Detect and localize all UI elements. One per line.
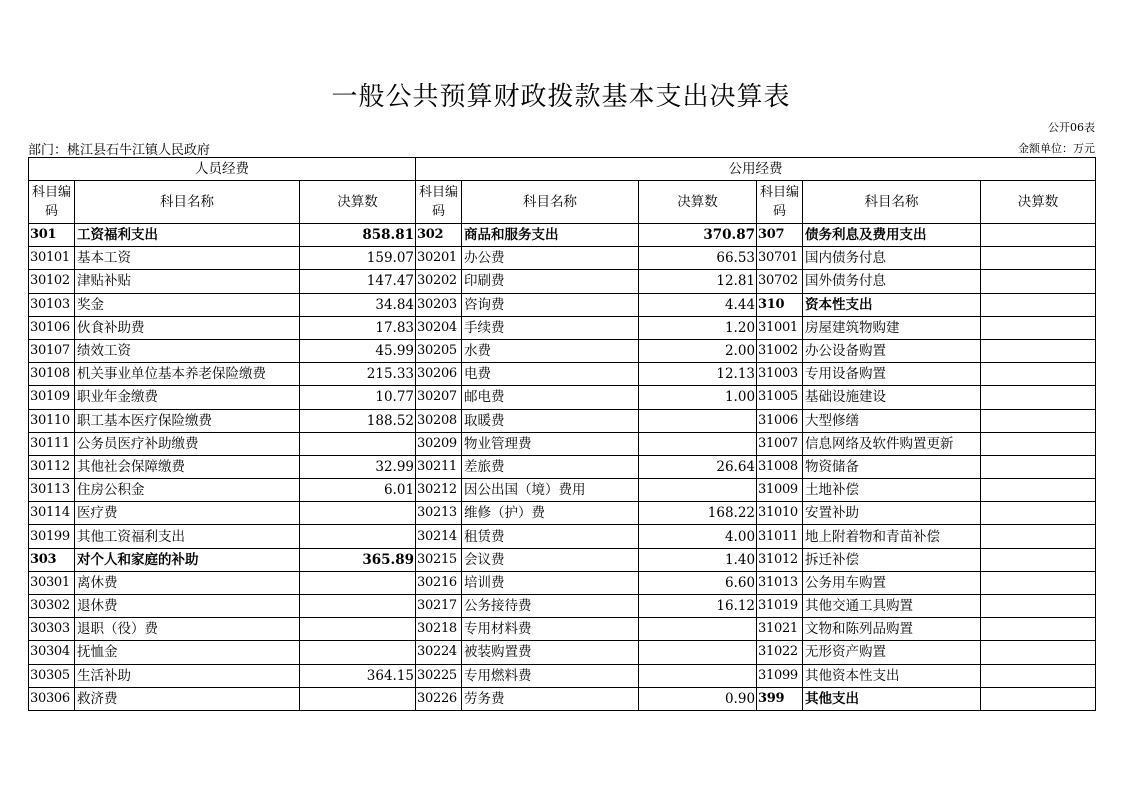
subject-name-cell: 资本性支出: [803, 293, 981, 316]
subject-name-cell: 手续费: [462, 316, 639, 339]
subject-code-cell: 31010: [757, 502, 803, 525]
subject-name-cell: 印刷费: [462, 270, 639, 293]
subject-name-cell: 房屋建筑物购建: [803, 316, 981, 339]
subject-code-cell: 399: [757, 687, 803, 710]
subject-code-cell: 30303: [29, 618, 75, 641]
subject-name-cell: 会议费: [462, 548, 639, 571]
subject-name-cell: 对个人和家庭的补助: [75, 548, 300, 571]
subject-name-cell: 因公出国（境）费用: [462, 479, 639, 502]
table-row: [29, 386, 1096, 409]
amount-cell: 16.12: [639, 595, 757, 618]
col-header-name: 科目名称: [462, 181, 639, 224]
subject-name-cell: 公务员医疗补助缴费: [75, 432, 300, 455]
table-row: [29, 479, 1096, 502]
table-row: [29, 548, 1096, 571]
subject-code-cell: 30109: [29, 386, 75, 409]
table-row: [29, 502, 1096, 525]
subject-code-cell: 30199: [29, 525, 75, 548]
subject-code-cell: 30218: [416, 618, 462, 641]
amount-cell: [300, 618, 416, 641]
amount-cell: [981, 525, 1096, 548]
table-row: [29, 641, 1096, 664]
subject-code-cell: 30306: [29, 687, 75, 710]
subject-code-cell: 31002: [757, 339, 803, 362]
subject-name-cell: 物业管理费: [462, 432, 639, 455]
page-title: 一般公共预算财政拨款基本支出决算表: [331, 82, 791, 112]
subject-code-cell: 31008: [757, 455, 803, 478]
subject-name-cell: 咨询费: [462, 293, 639, 316]
subject-code-cell: 30305: [29, 664, 75, 687]
subject-code-cell: 30201: [416, 247, 462, 270]
col-header-name: 科目名称: [75, 181, 300, 224]
amount-cell: [300, 432, 416, 455]
subject-name-cell: 办公费: [462, 247, 639, 270]
subject-code-cell: 30208: [416, 409, 462, 432]
amount-cell: [981, 224, 1096, 247]
amount-cell: 0.90: [639, 687, 757, 710]
amount-cell: [981, 571, 1096, 594]
subject-name-cell: 职工基本医疗保险缴费: [75, 409, 300, 432]
subject-name-cell: 生活补助: [75, 664, 300, 687]
subject-name-cell: 国内债务付息: [803, 247, 981, 270]
subject-name-cell: 无形资产购置: [803, 641, 981, 664]
subject-name-cell: 退职（役）费: [75, 618, 300, 641]
table-row: [29, 409, 1096, 432]
subject-code-cell: 30702: [757, 270, 803, 293]
col-header-code: 科目编码: [29, 181, 75, 224]
amount-cell: 188.52: [300, 409, 416, 432]
subject-name-cell: 离休费: [75, 571, 300, 594]
amount-cell: 370.87: [639, 224, 757, 247]
subject-name-cell: 被装购置费: [462, 641, 639, 664]
amount-cell: 26.64: [639, 455, 757, 478]
amount-cell: [981, 687, 1096, 710]
subject-name-cell: 债务利息及费用支出: [803, 224, 981, 247]
table-row: [29, 595, 1096, 618]
group-header-public: 公用经费: [416, 158, 1096, 181]
table-row: [29, 432, 1096, 455]
amount-cell: [639, 409, 757, 432]
expenditure-table: [28, 157, 1096, 711]
table-row: [29, 525, 1096, 548]
subject-code-cell: 31022: [757, 641, 803, 664]
table-row: [29, 363, 1096, 386]
subject-name-cell: 取暖费: [462, 409, 639, 432]
subject-name-cell: 培训费: [462, 571, 639, 594]
subject-code-cell: 30224: [416, 641, 462, 664]
amount-cell: [981, 432, 1096, 455]
subject-name-cell: 抚恤金: [75, 641, 300, 664]
subject-code-cell: 30110: [29, 409, 75, 432]
amount-cell: 215.33: [300, 363, 416, 386]
amount-cell: [981, 316, 1096, 339]
subject-name-cell: 其他社会保障缴费: [75, 455, 300, 478]
subject-code-cell: 30203: [416, 293, 462, 316]
table-row: [29, 687, 1096, 710]
subject-name-cell: 大型修缮: [803, 409, 981, 432]
amount-cell: [639, 479, 757, 502]
subject-code-cell: 31021: [757, 618, 803, 641]
amount-cell: 45.99: [300, 339, 416, 362]
amount-cell: [981, 455, 1096, 478]
amount-cell: [300, 571, 416, 594]
subject-name-cell: 公务接待费: [462, 595, 639, 618]
amount-cell: 147.47: [300, 270, 416, 293]
amount-cell: [981, 409, 1096, 432]
subject-code-cell: 31006: [757, 409, 803, 432]
subject-code-cell: 302: [416, 224, 462, 247]
subject-code-cell: 31007: [757, 432, 803, 455]
amount-cell: [981, 618, 1096, 641]
amount-cell: 6.01: [300, 479, 416, 502]
amount-cell: [981, 548, 1096, 571]
col-header-amount: 决算数: [300, 181, 416, 224]
amount-cell: [300, 525, 416, 548]
subject-name-cell: 专用燃料费: [462, 664, 639, 687]
subject-name-cell: 土地补偿: [803, 479, 981, 502]
subject-name-cell: 安置补助: [803, 502, 981, 525]
subject-name-cell: 拆迁补偿: [803, 548, 981, 571]
amount-cell: 10.77: [300, 386, 416, 409]
subject-name-cell: 其他资本性支出: [803, 664, 981, 687]
amount-cell: [981, 595, 1096, 618]
subject-name-cell: 维修（护）费: [462, 502, 639, 525]
subject-code-cell: 30106: [29, 316, 75, 339]
amount-cell: 1.20: [639, 316, 757, 339]
subject-code-cell: 31009: [757, 479, 803, 502]
table-row: [29, 224, 1096, 247]
amount-cell: 4.00: [639, 525, 757, 548]
subject-code-cell: 30214: [416, 525, 462, 548]
table-row: [29, 270, 1096, 293]
subject-code-cell: 30204: [416, 316, 462, 339]
subject-name-cell: 工资福利支出: [75, 224, 300, 247]
subject-code-cell: 30101: [29, 247, 75, 270]
subject-code-cell: 301: [29, 224, 75, 247]
table-row: [29, 664, 1096, 687]
subject-code-cell: 30205: [416, 339, 462, 362]
col-header-code: 科目编码: [757, 181, 803, 224]
table-row: [29, 618, 1096, 641]
subject-code-cell: 30113: [29, 479, 75, 502]
amount-cell: [639, 664, 757, 687]
amount-cell: 365.89: [300, 548, 416, 571]
subject-code-cell: 30102: [29, 270, 75, 293]
subject-code-cell: 30225: [416, 664, 462, 687]
subject-code-cell: 30216: [416, 571, 462, 594]
table-row: [29, 316, 1096, 339]
subject-code-cell: 30301: [29, 571, 75, 594]
subject-code-cell: 310: [757, 293, 803, 316]
amount-cell: [300, 595, 416, 618]
subject-name-cell: 办公设备购置: [803, 339, 981, 362]
amount-cell: 1.00: [639, 386, 757, 409]
amount-cell: 2.00: [639, 339, 757, 362]
subject-name-cell: 救济费: [75, 687, 300, 710]
subject-code-cell: 30112: [29, 455, 75, 478]
table-row: [29, 293, 1096, 316]
subject-name-cell: 职业年金缴费: [75, 386, 300, 409]
subject-code-cell: 30206: [416, 363, 462, 386]
amount-cell: [300, 687, 416, 710]
table-row: [29, 247, 1096, 270]
col-header-name: 科目名称: [803, 181, 981, 224]
subject-name-cell: 国外债务付息: [803, 270, 981, 293]
amount-cell: [300, 641, 416, 664]
subject-code-cell: 31011: [757, 525, 803, 548]
form-number: 公开06表: [1048, 121, 1095, 134]
subject-code-cell: 31099: [757, 664, 803, 687]
subject-name-cell: 文物和陈列品购置: [803, 618, 981, 641]
subject-name-cell: 医疗费: [75, 502, 300, 525]
subject-name-cell: 奖金: [75, 293, 300, 316]
table-row: [29, 571, 1096, 594]
amount-cell: [981, 386, 1096, 409]
amount-unit-label: 金额单位：万元: [1018, 142, 1095, 155]
amount-cell: 168.22: [639, 502, 757, 525]
amount-cell: [981, 502, 1096, 525]
subject-code-cell: 30701: [757, 247, 803, 270]
subject-name-cell: 差旅费: [462, 455, 639, 478]
subject-code-cell: 30226: [416, 687, 462, 710]
amount-cell: [981, 641, 1096, 664]
subject-code-cell: 30108: [29, 363, 75, 386]
subject-name-cell: 住房公积金: [75, 479, 300, 502]
amount-cell: [981, 664, 1096, 687]
subject-name-cell: 其他支出: [803, 687, 981, 710]
subject-code-cell: 30217: [416, 595, 462, 618]
subject-code-cell: 31019: [757, 595, 803, 618]
subject-code-cell: 30302: [29, 595, 75, 618]
subject-name-cell: 地上附着物和青苗补偿: [803, 525, 981, 548]
subject-name-cell: 邮电费: [462, 386, 639, 409]
subject-code-cell: 30107: [29, 339, 75, 362]
col-header-code: 科目编码: [416, 181, 462, 224]
table-row: [29, 339, 1096, 362]
subject-code-cell: 30103: [29, 293, 75, 316]
amount-cell: [981, 363, 1096, 386]
amount-cell: 159.07: [300, 247, 416, 270]
amount-cell: [639, 618, 757, 641]
subject-name-cell: 基础设施建设: [803, 386, 981, 409]
subject-name-cell: 津贴补贴: [75, 270, 300, 293]
subject-name-cell: 伙食补助费: [75, 316, 300, 339]
subject-code-cell: 30114: [29, 502, 75, 525]
amount-cell: 66.53: [639, 247, 757, 270]
subject-name-cell: 其他交通工具购置: [803, 595, 981, 618]
amount-cell: 364.15: [300, 664, 416, 687]
subject-name-cell: 电费: [462, 363, 639, 386]
subject-name-cell: 专用设备购置: [803, 363, 981, 386]
subject-name-cell: 基本工资: [75, 247, 300, 270]
amount-cell: 6.60: [639, 571, 757, 594]
subject-code-cell: 30207: [416, 386, 462, 409]
subject-name-cell: 租赁费: [462, 525, 639, 548]
amount-cell: 4.44: [639, 293, 757, 316]
amount-cell: [639, 641, 757, 664]
subject-name-cell: 信息网络及软件购置更新: [803, 432, 981, 455]
subject-name-cell: 公务用车购置: [803, 571, 981, 594]
subject-code-cell: 30215: [416, 548, 462, 571]
subject-name-cell: 商品和服务支出: [462, 224, 639, 247]
subject-name-cell: 专用材料费: [462, 618, 639, 641]
col-header-amount: 决算数: [981, 181, 1096, 224]
amount-cell: [981, 339, 1096, 362]
subject-name-cell: 物资储备: [803, 455, 981, 478]
table-row: [29, 455, 1096, 478]
amount-cell: [639, 432, 757, 455]
subject-code-cell: 30202: [416, 270, 462, 293]
amount-cell: 34.84: [300, 293, 416, 316]
subject-code-cell: 31013: [757, 571, 803, 594]
subject-name-cell: 其他工资福利支出: [75, 525, 300, 548]
amount-cell: 858.81: [300, 224, 416, 247]
subject-name-cell: 机关事业单位基本养老保险缴费: [75, 363, 300, 386]
subject-code-cell: 31012: [757, 548, 803, 571]
col-header-amount: 决算数: [639, 181, 757, 224]
amount-cell: 12.81: [639, 270, 757, 293]
subject-code-cell: 31005: [757, 386, 803, 409]
amount-cell: [300, 502, 416, 525]
amount-cell: 12.13: [639, 363, 757, 386]
amount-cell: 17.83: [300, 316, 416, 339]
subject-code-cell: 30211: [416, 455, 462, 478]
subject-code-cell: 30209: [416, 432, 462, 455]
subject-code-cell: 30304: [29, 641, 75, 664]
amount-cell: [981, 247, 1096, 270]
subject-code-cell: 307: [757, 224, 803, 247]
subject-code-cell: 31001: [757, 316, 803, 339]
subject-name-cell: 水费: [462, 339, 639, 362]
amount-cell: [981, 479, 1096, 502]
amount-cell: [981, 293, 1096, 316]
amount-cell: 32.99: [300, 455, 416, 478]
subject-name-cell: 退休费: [75, 595, 300, 618]
department-label: 部门：桃江县石牛江镇人民政府: [28, 143, 211, 158]
group-header-personnel: 人员经费: [29, 158, 416, 181]
subject-code-cell: 30213: [416, 502, 462, 525]
subject-name-cell: 绩效工资: [75, 339, 300, 362]
amount-cell: [981, 270, 1096, 293]
subject-name-cell: 劳务费: [462, 687, 639, 710]
amount-cell: 1.40: [639, 548, 757, 571]
subject-code-cell: 30212: [416, 479, 462, 502]
subject-code-cell: 31003: [757, 363, 803, 386]
subject-code-cell: 303: [29, 548, 75, 571]
subject-code-cell: 30111: [29, 432, 75, 455]
